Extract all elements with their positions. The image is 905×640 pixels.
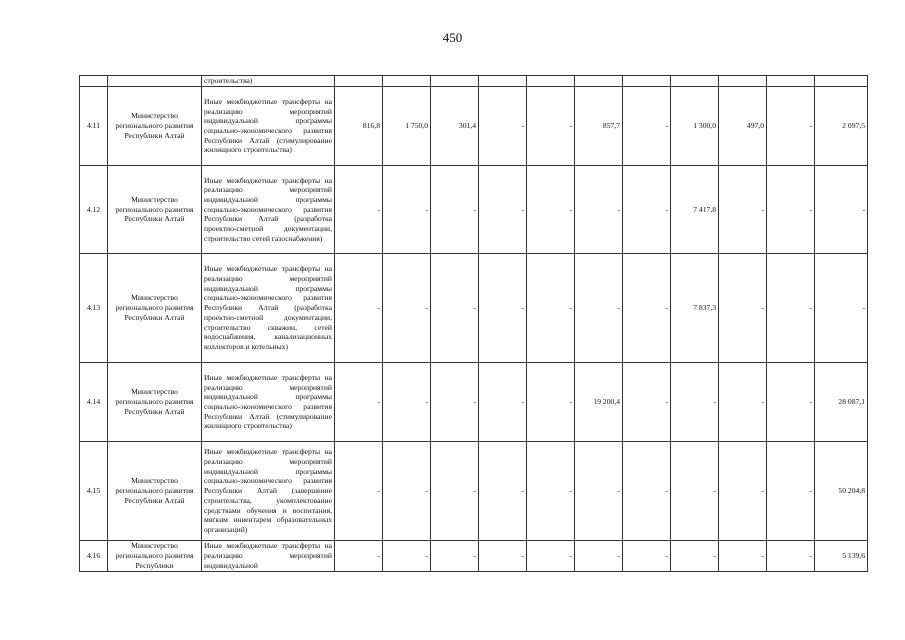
description-cell: Иные межбюджетные трансферты на реализацию мероприятий индивидуальной программы социально-экономического развития Республики Алтай (разработка проектно-сметной документации, строительство скважин, сетей водоснабжения, канализационных коллекторов и котельных)	[202, 254, 335, 363]
row-number-cell: 4.15	[80, 442, 108, 541]
organization-cell: Министерство регионального развития Республики Алтай	[108, 254, 202, 363]
value-cell: -	[431, 166, 479, 254]
value-cell: 19 200,4	[575, 363, 623, 442]
value-cell: -	[719, 541, 767, 572]
value-cell	[431, 76, 479, 87]
value-cell: -	[479, 87, 527, 166]
value-cell: -	[767, 541, 815, 572]
table-row	[80, 166, 868, 254]
value-cell: -	[527, 254, 575, 363]
table-row	[80, 87, 868, 166]
value-cell	[623, 76, 671, 87]
value-cell: -	[623, 442, 671, 541]
value-cell: -	[671, 541, 719, 572]
value-cell: -	[383, 541, 431, 572]
value-cell: -	[575, 254, 623, 363]
value-cell	[479, 76, 527, 87]
value-cell: -	[431, 541, 479, 572]
value-cell: -	[815, 166, 868, 254]
value-cell: -	[527, 541, 575, 572]
value-cell: -	[815, 254, 868, 363]
row-number-cell: 4.14	[80, 363, 108, 442]
value-cell: -	[623, 541, 671, 572]
value-cell: 2 097,5	[815, 87, 868, 166]
value-cell: -	[719, 254, 767, 363]
row-number-cell	[80, 76, 108, 87]
organization-cell: Министерство регионального развития Республики Алтай	[108, 166, 202, 254]
value-cell: -	[767, 254, 815, 363]
value-cell: -	[623, 363, 671, 442]
value-cell: -	[479, 363, 527, 442]
value-cell: -	[383, 442, 431, 541]
row-number-cell: 4.12	[80, 166, 108, 254]
value-cell: -	[431, 442, 479, 541]
table-body	[80, 76, 868, 572]
row-number-cell: 4.13	[80, 254, 108, 363]
value-cell: -	[527, 363, 575, 442]
table-row	[80, 442, 868, 541]
table-row	[80, 541, 868, 572]
value-cell: 1 300,0	[671, 87, 719, 166]
organization-cell: Министерство регионального развития Республики	[108, 541, 202, 572]
value-cell: -	[767, 166, 815, 254]
description-cell: Иные межбюджетные трансферты на реализацию мероприятий индивидуальной программы социально-экономического развития Республики Алтай (стимулирование жилищного строительства)	[202, 363, 335, 442]
value-cell: 5 139,6	[815, 541, 868, 572]
value-cell: -	[623, 254, 671, 363]
table-row-continuation	[80, 76, 868, 87]
value-cell	[335, 76, 383, 87]
value-cell: -	[719, 363, 767, 442]
description-cell: Иные межбюджетные трансферты на реализацию мероприятий индивидуальной программы социально-экономического развития Республики Алтай (разработка проектно-сметной документации, строительство сетей газоснабжения)	[202, 166, 335, 254]
value-cell: 1 750,0	[383, 87, 431, 166]
row-number-cell: 4.16	[80, 541, 108, 572]
value-cell	[767, 76, 815, 87]
value-cell: 301,4	[431, 87, 479, 166]
value-cell: -	[527, 442, 575, 541]
value-cell: -	[671, 442, 719, 541]
value-cell: -	[335, 363, 383, 442]
table-row	[80, 363, 868, 442]
value-cell: -	[335, 442, 383, 541]
value-cell: -	[335, 254, 383, 363]
value-cell: -	[575, 166, 623, 254]
organization-cell: Министерство регионального развития Республики Алтай	[108, 442, 202, 541]
value-cell: -	[767, 442, 815, 541]
value-cell: 28 087,1	[815, 363, 868, 442]
value-cell: -	[527, 166, 575, 254]
description-cell: строительства)	[202, 76, 335, 87]
value-cell	[383, 76, 431, 87]
description-cell: Иные межбюджетные трансферты на реализацию мероприятий индивидуальной	[202, 541, 335, 572]
value-cell: -	[575, 541, 623, 572]
value-cell: 857,7	[575, 87, 623, 166]
budget-table	[79, 75, 868, 572]
value-cell: -	[719, 166, 767, 254]
value-cell: -	[479, 166, 527, 254]
description-cell: Иные межбюджетные трансферты на реализацию мероприятий индивидуальной программы социально-экономического развития Республики Алтай (завершение строительства, укомплектование средствами обучения и воспитания, мягким инвентарем образовательных организаций)	[202, 442, 335, 541]
value-cell: -	[479, 254, 527, 363]
value-cell: -	[431, 254, 479, 363]
value-cell: -	[383, 254, 431, 363]
value-cell: -	[527, 87, 575, 166]
value-cell: -	[431, 363, 479, 442]
organization-cell	[108, 76, 202, 87]
value-cell: 7 417,8	[671, 166, 719, 254]
row-number-cell: 4.11	[80, 87, 108, 166]
value-cell: -	[575, 442, 623, 541]
organization-cell: Министерство регионального развития Республики Алтай	[108, 87, 202, 166]
value-cell: -	[671, 363, 719, 442]
value-cell: -	[383, 166, 431, 254]
value-cell: -	[767, 87, 815, 166]
value-cell: -	[479, 442, 527, 541]
value-cell: -	[335, 166, 383, 254]
value-cell: -	[767, 363, 815, 442]
value-cell: -	[335, 541, 383, 572]
value-cell	[575, 76, 623, 87]
value-cell: -	[479, 541, 527, 572]
value-cell: -	[383, 363, 431, 442]
organization-cell: Министерство регионального развития Республики Алтай	[108, 363, 202, 442]
table-row	[80, 254, 868, 363]
description-cell: Иные межбюджетные трансферты на реализацию мероприятий индивидуальной программы социально-экономического развития Республики Алтай (стимулирование жилищного строительства)	[202, 87, 335, 166]
value-cell: 50 204,8	[815, 442, 868, 541]
value-cell	[671, 76, 719, 87]
value-cell: -	[623, 87, 671, 166]
value-cell: -	[719, 442, 767, 541]
page-number: 450	[442, 30, 463, 45]
value-cell	[815, 76, 868, 87]
value-cell	[719, 76, 767, 87]
value-cell: -	[623, 166, 671, 254]
value-cell: 816,8	[335, 87, 383, 166]
value-cell	[527, 76, 575, 87]
value-cell: 7 837,3	[671, 254, 719, 363]
value-cell: 497,0	[719, 87, 767, 166]
